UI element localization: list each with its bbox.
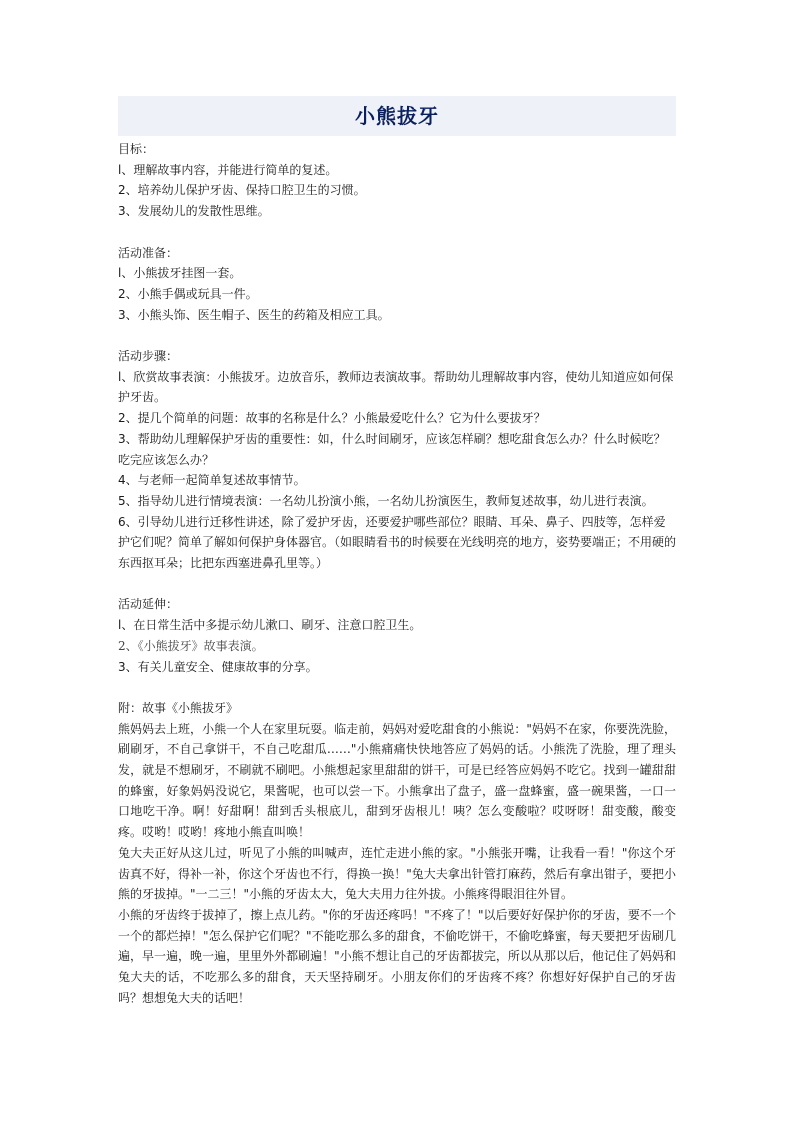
list-item: 3、帮助幼儿理解保护牙齿的重要性：如，什么时间刷牙，应该怎样刷？想吃甜食怎么办？什么时候吃？吃完应该怎么办？	[118, 431, 666, 467]
story-paragraph: 小熊的牙齿终于拔掉了，擦上点儿药。"你的牙齿还疼吗！"不疼了！"以后要好好保护你的牙齿，要不一个一个的都烂掉！"怎么保护它们呢？"不能吃那么多的甜食，不偷吃饼干，不偷吃蜂蜜，每天要把牙齿刷几遍，早一遍，晚一遍，里里外外都刷遍！"小熊不想让自己的牙齿都拔完，所以从那以后，他记住了妈妈和兔大夫的话，不吃那么多的甜食，天天坚持刷牙。小朋友你们的牙齿疼不疼？你想好好保护自己的牙齿吗？想想兔大夫的话吧！	[118, 907, 676, 1005]
list-item: l、欣赏故事表演：小熊拔牙。边放音乐，教师边表演故事。帮助幼儿理解故事内容，使幼儿知道应如何保护牙齿。	[118, 369, 674, 405]
list-item: 6、引导幼儿进行迁移性讲述，除了爱护牙齿，还要爱护哪些部位？眼睛、耳朵、鼻子、四肢等，怎样爱护它们呢？简单了解如何保护身体器官。（如眼睛看书的时候要在光线明亮的地方，姿势要端正；不用硬的东西抠耳朵；比把东西塞进鼻孔里等。）	[118, 514, 677, 571]
list-item: 3、发展幼儿的发散性思维。	[118, 204, 270, 219]
section-heading: 活动步骤：	[118, 349, 179, 363]
section-heading: 附：故事《小熊拔牙》	[118, 700, 239, 715]
document-page	[118, 96, 676, 1008]
prep-section	[118, 243, 676, 326]
story-paragraph: 兔大夫正好从这儿过，听见了小熊的叫喊声，连忙走进小熊的家。"小熊张开嘴，让我看一看！"你这个牙齿真不好，得补一补，你这个牙齿也不行，得换一换！"兔大夫拿出针管打麻药，然后有拿出钳子，要把小熊的牙拔掉。"一二三！"小熊的牙齿太大，兔大夫用力往外拔。小熊疼得眼泪往外冒。	[118, 845, 676, 902]
list-item: l、小熊拔牙挂图一套。	[118, 266, 242, 281]
page-title: 小熊拔牙	[355, 104, 439, 128]
goals-section	[118, 139, 676, 222]
list-item: 2、提几个简单的问题：故事的名称是什么？小熊最爱吃什么？它为什么要拔牙？	[118, 411, 546, 426]
section-heading: 活动准备：	[118, 245, 179, 260]
appendix-section	[118, 698, 676, 1009]
section-heading: 活动延伸：	[118, 597, 179, 612]
story-paragraph: 熊妈妈去上班，小熊一个人在家里玩耍。临走前，妈妈对爱吃甜食的小熊说："妈妈不在家，你要洗洗脸，刷刷牙，不自己拿饼干，不自己吃甜瓜……"小熊痛痛快快地答应了妈妈的话。小熊洗了洗脸，理了理头发，就是不想刷牙，不刷就不刷吧。小熊想起家里甜甜的饼干，可是已经答应妈妈不吃它。找到一罐甜甜的蜂蜜，好象妈妈没说它，果酱呢，也可以尝一下。小熊拿出了盘子，盛一盘蜂蜜，盛一碗果酱，一口一口地吃干净。啊！好甜啊！甜到舌头根底儿，甜到牙齿根儿！咦？怎么变酸啦？哎呀呀！甜变酸，酸变疼。哎哟！哎哟！疼地小熊直叫唤！	[118, 721, 676, 840]
title-bar	[118, 96, 676, 136]
list-item: 3、有关儿童安全、健康故事的分享。	[118, 659, 318, 674]
extension-section	[118, 594, 676, 677]
list-item: 2、小熊手偶或玩具一件。	[118, 286, 258, 301]
list-item: l、理解故事内容，并能进行简单的复述。	[118, 162, 338, 177]
steps-section	[118, 346, 676, 574]
list-item: 2、培养幼儿保护牙齿、保持口腔卫生的习惯。	[118, 183, 366, 198]
list-item: 5、指导幼儿进行情境表演：一名幼儿扮演小熊，一名幼儿扮演医生，教师复述故事，幼儿进行表演。	[118, 493, 654, 508]
list-item: l、在日常生活中多提示幼儿漱口、刷牙、注意口腔卫生。	[118, 618, 422, 633]
list-item: 2、《小熊拔牙》故事表演。	[118, 638, 264, 653]
section-heading: 目标：	[118, 142, 155, 156]
list-item: 3、小熊头饰、医生帽子、医生的药箱及相应工具。	[118, 307, 390, 322]
list-item: 4、与老师一起简单复述故事情节。	[118, 473, 306, 488]
